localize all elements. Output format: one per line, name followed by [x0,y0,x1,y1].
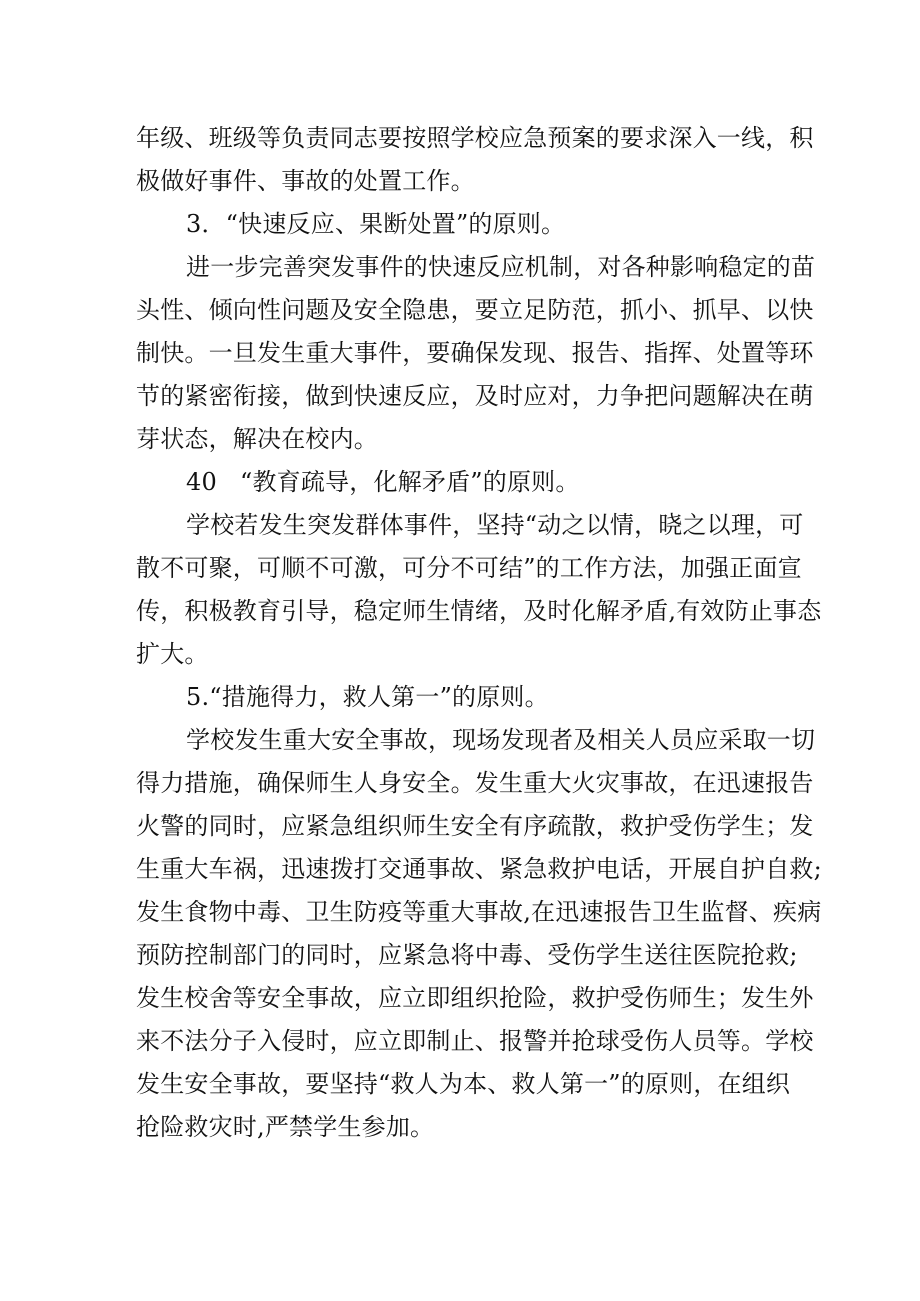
line-text: 极做好事件、事故的处置工作。 [136,167,475,195]
text-line [0,889,920,935]
section-heading: “教育疏导，化解矛盾”的原则。 [240,468,580,496]
line-text: 散不可聚，可顺不可激，可分不可结”的工作方法，加强正面宣 [136,554,802,582]
text-line [0,975,920,1021]
section-heading: 5.“措施得力，救人第一”的原则。 [186,683,549,711]
line-text: 传，积极教育引导，稳定师生情绪，及时化解矛盾,有效防止事态 [136,597,822,625]
section-heading-line [0,674,920,720]
text-line [0,115,920,161]
line-text: 火警的同时，应紧急组织师生安全有序疏散，救护受伤学生；发 [136,812,814,840]
section-number: 40 [186,468,217,496]
text-line [0,1018,920,1064]
section-heading-line [0,201,920,247]
line-text: 得力措施，确保师生人身安全。发生重大火灾事故，在迅速报告 [136,769,814,797]
text-line [0,545,920,591]
line-text: 制快。一旦发生重大事件，要确保发现、报告、指挥、处置等环 [136,339,814,367]
text-line [0,373,920,419]
text-line [0,631,920,677]
text-line [0,588,920,634]
text-line [0,803,920,849]
text-line [0,1061,920,1107]
line-text: 发生食物中毒、卫生防疫等重大事故,在迅速报告卫生监督、疾病 [136,898,822,926]
line-text: 来不法分子入侵时，应立即制止、报警并抢球受伤人员等。学校 [136,1027,814,1055]
text-line [0,244,920,290]
text-line [0,502,920,548]
line-text: 抢险救灾时,严禁学生参加。 [136,1113,435,1141]
text-line [0,416,920,462]
line-text: 头性、倾向性问题及安全隐患，要立足防范，抓小、抓早、以快 [136,296,814,324]
text-line [0,158,920,204]
line-text: 进一步完善突发事件的快速反应机制，对各种影响稳定的苗 [186,253,816,281]
line-text: 发生安全事故，要坚持“救人为本、救人第一”的原则，在组织 [136,1070,791,1098]
text-line [0,1104,920,1150]
line-text: 学校发生重大安全事故，现场发现者及相关人员应采取一切 [186,726,816,754]
line-text: 芽状态，解决在校内。 [136,425,378,453]
line-text: 生重大车祸，迅速拨打交通事故、紧急救护电话，开展自护自救; [136,855,822,883]
line-text: 扩大。 [136,640,209,668]
line-text: 预防控制部门的同时，应紧急将中毒、受伤学生送往医院抢救; [136,941,798,969]
line-text: 发生校舍等安全事故，应立即组织抢险，救护受伤师生；发生外 [136,984,814,1012]
text-line [0,287,920,333]
line-text: 节的紧密衔接，做到快速反应，及时应对，力争把问题解决在萌 [136,382,814,410]
text-line [0,717,920,763]
text-line [0,760,920,806]
section-heading: 3．“快速反应、果断处置”的原则。 [186,210,566,238]
section-heading-line [0,459,920,505]
line-text: 年级、班级等负责同志要按照学校应急预案的要求深入一线，积 [136,124,814,152]
text-line [0,846,920,892]
text-line [0,330,920,376]
line-text: 学校若发生突发群体事件，坚持“动之以情，晓之以理，可 [186,511,804,539]
text-line [0,932,920,978]
